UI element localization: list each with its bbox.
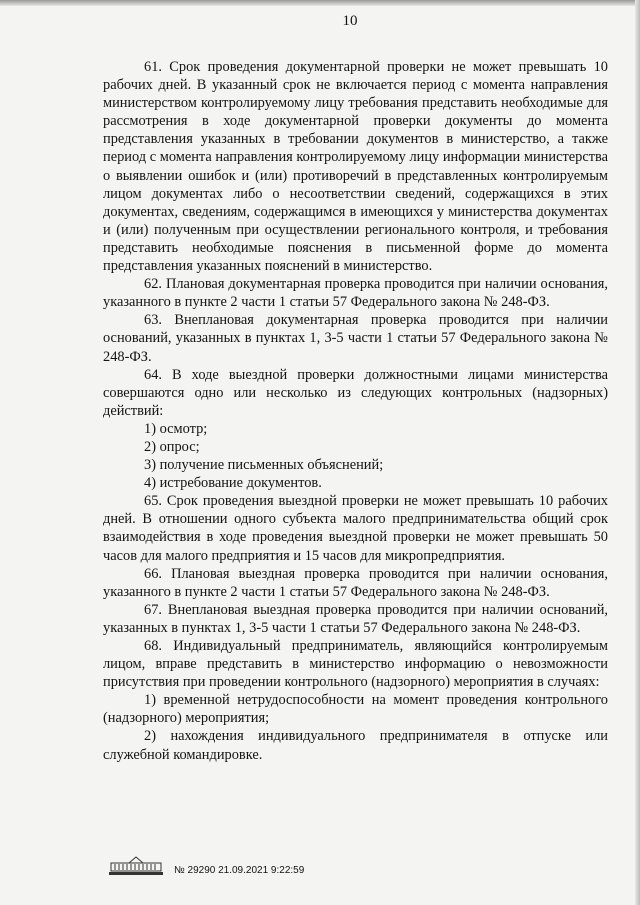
- building-stamp-icon: [107, 855, 165, 877]
- paragraph: 62. Плановая документарная проверка проводится при наличии основания, указанного в пункте 2 части 1 статьи 57 Федерального закона № 248-ФЗ.: [103, 276, 608, 311]
- paragraph: 63. Внеплановая документарная проверка проводится при наличии оснований, указанных в пунктах 1, 3-5 части 1 статьи 57 Федерального закона № 248-ФЗ.: [103, 312, 608, 365]
- list-item: 1) осмотр;: [144, 420, 208, 437]
- sub-item: 1) временной нетрудоспособности на момент проведения контрольного (надзорного) мероприятия;: [103, 692, 608, 727]
- list-item: 4) истребование документов.: [144, 475, 322, 492]
- paragraph: 67. Внеплановая выездная проверка проводится при наличии оснований, указанных в пунктах 1, 3-5 части 1 статьи 57 Федерального закона № 248-ФЗ.: [103, 601, 608, 636]
- scan-edge-right: [635, 0, 640, 905]
- paragraph: 65. Срок проведения выездной проверки не может превышать 10 рабочих дней. В отношении одного субъекта малого предпринимательства общий срок взаимодействия в ходе проведения выездной проверки не может превышать 50 часов для малого предприятия и 15 часов для микропредприятия.: [103, 493, 608, 564]
- footer: [107, 855, 407, 879]
- paragraph: 61. Срок проведения документарной проверки не может превышать 10 рабочих дней. В указанный срок не включается период с момента направления министерством контролируемому лицу требования представить необходимые для рассмотрения в ходе документарной проверки документы до момента представления указанных в требовании документов в министерство, а также период с момента направления контролируемому лицу информации министерства о выявлении ошибок и (или) противоречий в представленных контролируемым лицом документах либо о несоответствии сведений, содержащихся в этих документах, сведениям, содержащимся в имеющихся у министерства документах и (или) полученным при осуществлении регионального контроля, и требования представить необходимые пояснения в письменной форме до момента представления указанных пояснений в министерство.: [103, 59, 608, 275]
- paragraph: 68. Индивидуальный предприниматель, являющийся контролируемым лицом, вправе представить в министерство информацию о невозможности присутствия при проведении контрольного (надзорного) мероприятия в случаях:: [103, 638, 608, 691]
- paragraph: 64. В ходе выездной проверки должностными лицами министерства совершаются одно или несколько из следующих контрольных (надзорных) действий:: [103, 366, 608, 419]
- paragraph: 66. Плановая выездная проверка проводится при наличии основания, указанного в пункте 2 части 1 статьи 57 Федерального закона № 248-ФЗ.: [103, 565, 608, 600]
- document-body: [103, 58, 608, 764]
- registration-number: № 29290 21.09.2021 9:22:59: [174, 865, 305, 876]
- scan-edge-top: [0, 0, 640, 6]
- list-item: 2) опрос;: [144, 438, 200, 455]
- list-item: 3) получение письменных объяснений;: [144, 457, 384, 474]
- sub-item: 2) нахождения индивидуального предпринимателя в отпуске или служебной командировке.: [103, 728, 608, 763]
- page-number: 10: [342, 13, 358, 29]
